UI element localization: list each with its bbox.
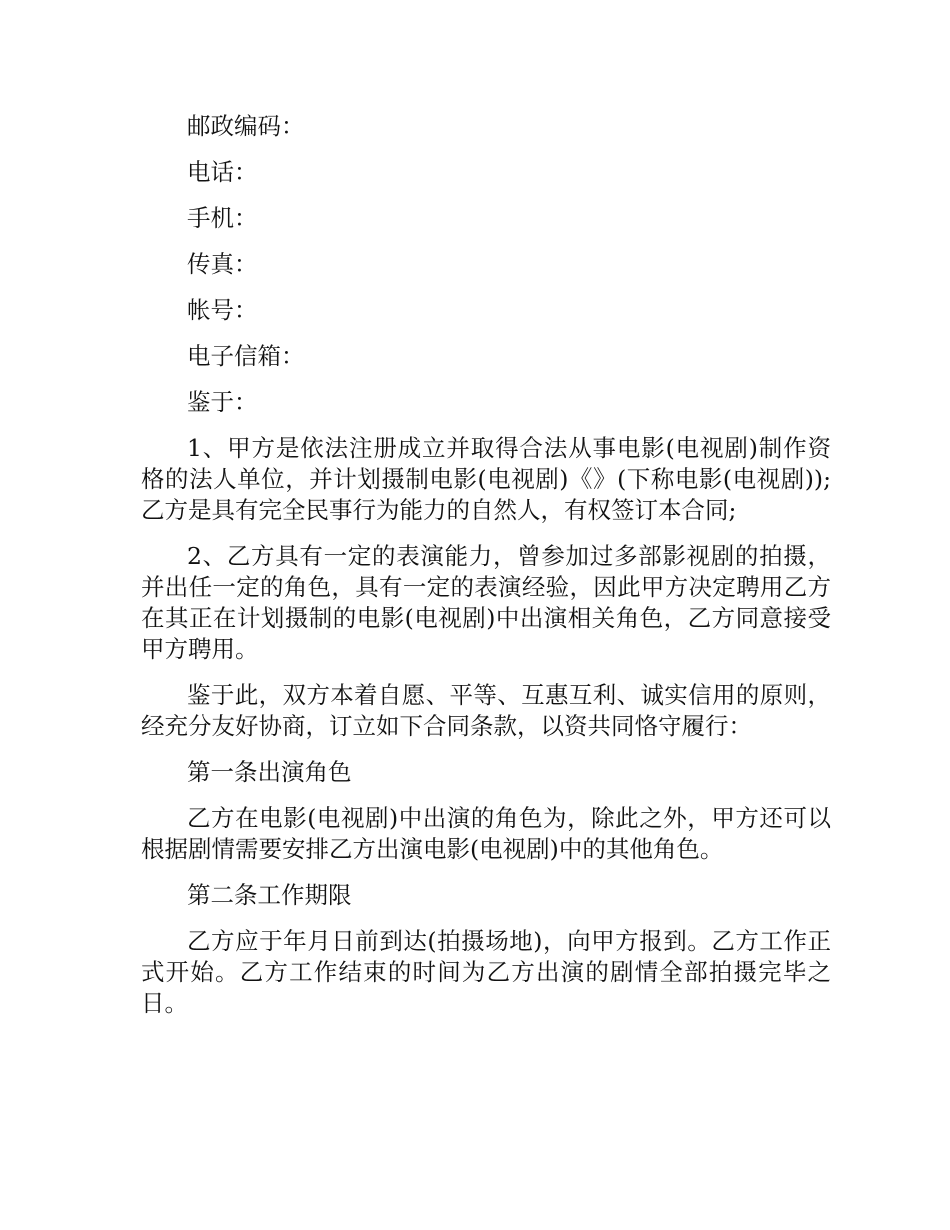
article-1-body: 乙方在电影(电视剧)中出演的角色为，除此之外，甲方还可以根据剧情需要安排乙方出演电影(电视剧)中的其他角色。 — [141, 804, 831, 863]
whereas-conclusion: 鉴于此，双方本着自愿、平等、互惠互利、诚实信用的原则，经充分友好协商，订立如下合同条款，以资共同恪守履行： — [141, 681, 831, 740]
mobile-field: 手机： — [187, 204, 258, 232]
whereas-label: 鉴于： — [187, 388, 258, 416]
article-1-heading: 第一条出演角色 — [187, 758, 352, 786]
account-field: 帐号： — [187, 296, 258, 324]
phone-field: 电话： — [187, 158, 258, 186]
document-body — [141, 111, 831, 1034]
article-2-heading: 第二条工作期限 — [187, 881, 352, 909]
whereas-item-1: 1、甲方是依法注册成立并取得合法从事电影(电视剧)制作资格的法人单位，并计划摄制电影(电视剧)《》(下称电影(电视剧));乙方是具有完全民事行为能力的自然人，有权签订本合同; — [141, 434, 831, 524]
article-2-body: 乙方应于年月日前到达(拍摄场地)，向甲方报到。乙方工作正式开始。乙方工作结束的时间为乙方出演的剧情全部拍摄完毕之日。 — [141, 927, 831, 1017]
email-field: 电子信箱： — [187, 342, 305, 370]
postal-code-field: 邮政编码： — [187, 112, 305, 140]
whereas-item-2: 2、乙方具有一定的表演能力，曾参加过多部影视剧的拍摄，并出任一定的角色，具有一定的表演经验，因此甲方决定聘用乙方在其正在计划摄制的电影(电视剧)中出演相关角色，乙方同意接受甲方聘用。 — [141, 542, 831, 663]
fax-field: 传真： — [187, 250, 258, 278]
